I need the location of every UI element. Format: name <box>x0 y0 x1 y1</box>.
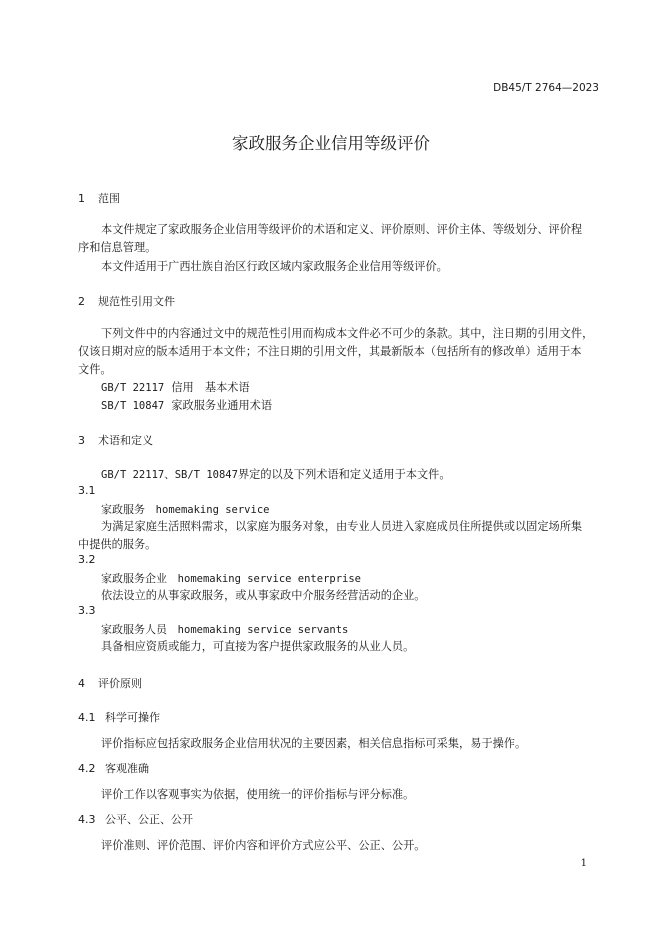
paragraph-line: 下列文件中的内容通过文中的规范性引用而构成本文件必不可少的条款。其中，注日期的引用文件， <box>101 327 594 340</box>
paragraph-line: 评价工作以客观事实为依据，使用统一的评价指标与评分标准。 <box>101 788 415 801</box>
subsection-title: 科学可操作 <box>105 711 160 724</box>
term-chinese: 家政服务 <box>101 503 145 516</box>
reference-code: GB/T 22117 <box>101 382 165 394</box>
term-english: homemaking service servants <box>177 624 349 636</box>
subsection-4-3-heading <box>78 811 193 827</box>
subsection-title: 客观准确 <box>105 762 149 775</box>
paragraph-line: 文件。 <box>78 363 112 376</box>
term-heading <box>101 621 348 637</box>
paragraph-line <box>101 466 451 482</box>
section-3-heading <box>78 432 153 448</box>
section-number: 2 <box>78 295 85 308</box>
term-chinese: 家政服务人员 <box>101 623 167 636</box>
term-number: 3.3 <box>78 604 96 617</box>
document-number: DB45/T 2764—2023 <box>493 82 599 94</box>
section-1-heading <box>78 190 120 206</box>
section-number: 1 <box>78 192 85 205</box>
section-title: 评价原则 <box>98 677 142 690</box>
term-number: 3.1 <box>78 484 96 497</box>
subsection-4-2-heading <box>78 760 149 776</box>
section-title: 规范性引用文件 <box>98 295 175 308</box>
page-number: 1 <box>580 858 587 869</box>
subsection-4-1-heading <box>78 709 160 725</box>
paragraph-line: 本文件规定了家政服务企业信用等级评价的术语和定义、评价原则、评价主体、等级划分、评价程 <box>101 223 583 236</box>
term-chinese: 家政服务企业 <box>101 572 167 585</box>
section-title: 范围 <box>98 192 120 205</box>
term-heading <box>101 570 361 586</box>
reference-code: SB/T 10847 <box>101 400 165 412</box>
reference-item <box>101 379 250 395</box>
term-heading <box>101 501 269 517</box>
term-definition-line: 为满足家庭生活照料需求，以家庭为服务对象，由专业人员进入家庭成员住所提供或以固定场所集 <box>101 520 583 533</box>
subsection-number: 4.2 <box>78 762 96 775</box>
document-title: 家政服务企业信用等级评价 <box>232 134 430 153</box>
paragraph-line: 仅该日期对应的版本适用于本文件；不注日期的引用文件，其最新版本（包括所有的修改单）适用于本 <box>78 345 582 358</box>
reference-codes: GB/T 22117、SB/T 10847 <box>101 469 238 481</box>
paragraph-line: 本文件适用于广西壮族自治区行政区域内家政服务企业信用等级评价。 <box>101 260 448 273</box>
subsection-title: 公平、公正、公开 <box>105 813 193 826</box>
intro-text: 界定的以及下列术语和定义适用于本文件。 <box>237 468 451 481</box>
term-definition-line: 中提供的服务。 <box>78 538 157 551</box>
section-2-heading <box>78 293 175 309</box>
term-definition-line: 依法设立的从事家政服务，或从事家政中介服务经营活动的企业。 <box>101 589 426 602</box>
section-number: 4 <box>78 677 85 690</box>
paragraph-line: 评价指标应包括家政服务企业信用状况的主要因素，相关信息指标可采集，易于操作。 <box>101 737 527 750</box>
subsection-number: 4.1 <box>78 711 96 724</box>
section-number: 3 <box>78 434 85 447</box>
paragraph-line: 评价准则、评价范围、评价内容和评价方式应公平、公正、公开。 <box>101 839 426 852</box>
reference-name: 信用 基本术语 <box>171 381 250 394</box>
subsection-number: 4.3 <box>78 813 96 826</box>
term-definition-line: 具备相应资质或能力，可直接为客户提供家政服务的从业人员。 <box>101 640 415 653</box>
term-number: 3.2 <box>78 553 96 566</box>
section-title: 术语和定义 <box>98 434 153 447</box>
reference-name: 家政服务业通用术语 <box>171 399 273 412</box>
term-english: homemaking service enterprise <box>177 573 361 585</box>
reference-item <box>101 397 272 413</box>
paragraph-line: 序和信息管理。 <box>78 241 157 254</box>
section-4-heading <box>78 675 142 691</box>
term-english: homemaking service <box>155 504 270 516</box>
